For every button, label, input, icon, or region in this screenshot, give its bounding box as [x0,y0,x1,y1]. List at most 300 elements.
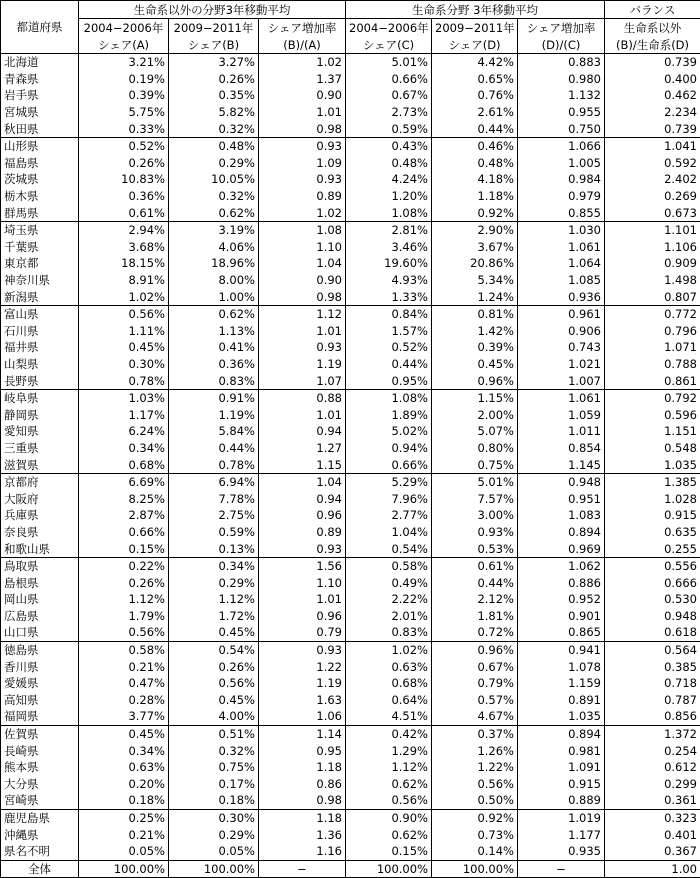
ratio-ba: 1.04 [259,473,346,490]
ratio-ba: 1.56 [259,557,346,574]
ratio-ba: 1.06 [259,708,346,725]
prefecture-name: 愛媛県 [1,675,79,692]
table-row [1,540,700,557]
share-c: 4.24% [346,171,432,188]
prefecture-name: 宮崎県 [1,792,79,809]
share-c: 1.08% [346,389,432,406]
table-body [1,54,700,861]
share-a: 10.83% [79,171,169,188]
share-c: 0.49% [346,574,432,591]
prefecture-name: 富山県 [1,305,79,322]
balance: 0.400 [605,71,700,88]
share-d: 0.96% [432,372,518,389]
share-d: 1.42% [432,323,518,340]
share-b: 0.56% [169,675,259,692]
share-c: 0.56% [346,792,432,809]
share-a: 2.94% [79,221,169,238]
ratio-dc: 0.865 [518,624,605,641]
balance: 0.856 [605,708,700,725]
prefecture-name: 山梨県 [1,356,79,373]
share-a: 0.45% [79,339,169,356]
prefecture-name: 新潟県 [1,288,79,305]
ratio-dc: 1.064 [518,255,605,272]
ratio-ba: 0.93 [259,641,346,658]
prefecture-name: 青森県 [1,71,79,88]
table-row [1,356,700,373]
prefecture-name: 秋田県 [1,120,79,137]
share-d: 0.93% [432,524,518,541]
prefecture-name: 佐賀県 [1,725,79,742]
balance: 2.234 [605,104,700,121]
prefecture-header: 都道府県 [1,1,79,54]
nonlife-group-header: 生命系以外の分野3年移動平均 [79,1,346,19]
ratio-ba: 0.93 [259,540,346,557]
ratio-dc: 0.901 [518,608,605,625]
balance: 2.402 [605,171,700,188]
header-row-groups [1,1,700,19]
ratio-dc: 0.980 [518,71,605,88]
total-balance: 1.00 [605,860,700,878]
share-b: 1.19% [169,406,259,423]
ratio-ba: 1.04 [259,255,346,272]
table-row [1,826,700,843]
balance: 0.323 [605,809,700,826]
share-d: 0.72% [432,624,518,641]
share-c: 2.81% [346,221,432,238]
table-row [1,608,700,625]
share-a: 0.34% [79,742,169,759]
table-row [1,776,700,793]
share-d: 0.76% [432,87,518,104]
share-d: 5.34% [432,272,518,289]
share-d: 0.44% [432,120,518,137]
share-b: 0.32% [169,188,259,205]
share-d: 0.48% [432,155,518,172]
ratio-ba: 0.93 [259,137,346,154]
share-d: 0.56% [432,776,518,793]
share-b: 0.26% [169,658,259,675]
table-row [1,104,700,121]
share-c: 2.01% [346,608,432,625]
share-b: 0.91% [169,389,259,406]
balance: 0.909 [605,255,700,272]
share-b: 0.41% [169,339,259,356]
col-c-header-line2: シェア(C) [346,36,432,54]
ratio-ba: 0.96 [259,608,346,625]
header-row-line1 [1,19,700,37]
share-c: 1.04% [346,524,432,541]
balance: 0.385 [605,658,700,675]
col-ba-header-line2: (B)/(A) [259,36,346,54]
balance: 1.498 [605,272,700,289]
share-c: 0.83% [346,624,432,641]
ratio-dc: 1.059 [518,406,605,423]
share-a: 0.66% [79,524,169,541]
table-row [1,372,700,389]
share-a: 0.26% [79,574,169,591]
total-share-d: 100.00% [432,860,518,878]
share-a: 8.91% [79,272,169,289]
share-a: 0.58% [79,641,169,658]
share-d: 0.57% [432,692,518,709]
share-d: 0.96% [432,641,518,658]
col-d-header-line2: シェア(D) [432,36,518,54]
ratio-dc: 1.083 [518,507,605,524]
balance: 0.948 [605,608,700,625]
prefecture-name: 埼玉県 [1,221,79,238]
balance: 1.028 [605,490,700,507]
prefecture-name: 長崎県 [1,742,79,759]
share-d: 2.61% [432,104,518,121]
prefecture-name: 島根県 [1,574,79,591]
total-ratio-dc: − [518,860,605,878]
table-row [1,239,700,256]
balance: 0.807 [605,288,700,305]
ratio-ba: 0.90 [259,87,346,104]
balance: 0.788 [605,356,700,373]
prefecture-name: 群馬県 [1,204,79,221]
ratio-ba: 1.16 [259,843,346,860]
balance: 1.041 [605,137,700,154]
col-dc-header-line2: (D)/(C) [518,36,605,54]
prefecture-name: 大阪府 [1,490,79,507]
balance: 0.635 [605,524,700,541]
share-d: 0.61% [432,557,518,574]
table-row [1,490,700,507]
ratio-ba: 0.89 [259,188,346,205]
balance: 0.367 [605,843,700,860]
ratio-ba: 1.02 [259,54,346,71]
ratio-dc: 0.743 [518,339,605,356]
table-row [1,524,700,541]
table-row [1,641,700,658]
ratio-ba: 0.88 [259,389,346,406]
balance: 0.530 [605,591,700,608]
ratio-dc: 1.085 [518,272,605,289]
prefecture-name: 県名不明 [1,843,79,860]
ratio-dc: 1.007 [518,372,605,389]
balance: 0.612 [605,759,700,776]
ratio-ba: 1.07 [259,372,346,389]
ratio-ba: 0.86 [259,776,346,793]
share-b: 2.75% [169,507,259,524]
share-a: 0.05% [79,843,169,860]
share-c: 0.44% [346,356,432,373]
share-b: 0.83% [169,372,259,389]
total-label: 全体 [1,860,79,878]
ratio-ba: 1.01 [259,406,346,423]
balance: 0.255 [605,540,700,557]
prefecture-name: 高知県 [1,692,79,709]
share-d: 4.18% [432,171,518,188]
share-c: 5.02% [346,423,432,440]
share-b: 3.19% [169,221,259,238]
share-d: 3.00% [432,507,518,524]
share-d: 0.92% [432,809,518,826]
share-c: 3.46% [346,239,432,256]
share-a: 0.20% [79,776,169,793]
prefecture-name: 茨城県 [1,171,79,188]
share-c: 5.01% [346,54,432,71]
ratio-ba: 0.94 [259,490,346,507]
prefecture-name: 広島県 [1,608,79,625]
share-d: 0.45% [432,356,518,373]
share-c: 0.90% [346,809,432,826]
share-d: 0.73% [432,826,518,843]
ratio-dc: 0.981 [518,742,605,759]
share-a: 0.47% [79,675,169,692]
table-row [1,255,700,272]
ratio-dc: 0.936 [518,288,605,305]
balance: 1.071 [605,339,700,356]
table-row [1,221,700,238]
share-b: 1.12% [169,591,259,608]
ratio-dc: 1.132 [518,87,605,104]
ratio-dc: 0.915 [518,776,605,793]
share-b: 0.36% [169,356,259,373]
share-d: 0.80% [432,440,518,457]
ratio-dc: 0.894 [518,725,605,742]
balance: 1.035 [605,456,700,473]
ratio-dc: 1.030 [518,221,605,238]
ratio-ba: 0.90 [259,272,346,289]
balance: 0.772 [605,305,700,322]
share-c: 2.77% [346,507,432,524]
share-d: 2.90% [432,221,518,238]
ratio-ba: 1.22 [259,658,346,675]
ratio-ba: 1.01 [259,323,346,340]
table-row [1,473,700,490]
table-row [1,692,700,709]
table-row [1,658,700,675]
share-a: 6.69% [79,473,169,490]
prefecture-name: 東京都 [1,255,79,272]
share-a: 1.02% [79,288,169,305]
table-row [1,423,700,440]
share-c: 0.58% [346,557,432,574]
table-row [1,305,700,322]
share-a: 1.11% [79,323,169,340]
share-c: 1.20% [346,188,432,205]
ratio-ba: 0.93 [259,171,346,188]
table-row [1,675,700,692]
share-b: 0.18% [169,792,259,809]
ratio-ba: 0.98 [259,120,346,137]
share-d: 0.37% [432,725,518,742]
share-d: 1.22% [432,759,518,776]
share-a: 3.68% [79,239,169,256]
share-b: 18.96% [169,255,259,272]
life-group-header: 生命系分野 3年移動平均 [346,1,605,19]
table-row [1,137,700,154]
ratio-dc: 1.061 [518,389,605,406]
balance: 1.385 [605,473,700,490]
share-c: 0.64% [346,692,432,709]
ratio-dc: 0.969 [518,540,605,557]
share-b: 0.75% [169,759,259,776]
ratio-dc: 0.941 [518,641,605,658]
balance: 0.299 [605,776,700,793]
ratio-ba: 1.37 [259,71,346,88]
prefecture-name: 栃木県 [1,188,79,205]
share-a: 0.18% [79,792,169,809]
share-a: 0.22% [79,557,169,574]
share-c: 2.73% [346,104,432,121]
ratio-dc: 0.883 [518,54,605,71]
share-c: 1.89% [346,406,432,423]
share-c: 0.68% [346,675,432,692]
share-a: 1.17% [79,406,169,423]
prefecture-name: 福島県 [1,155,79,172]
ratio-ba: 1.18 [259,759,346,776]
balance: 1.151 [605,423,700,440]
share-b: 0.62% [169,305,259,322]
share-c: 0.66% [346,71,432,88]
ratio-dc: 1.011 [518,423,605,440]
ratio-dc: 1.035 [518,708,605,725]
share-b: 0.78% [169,456,259,473]
share-d: 0.44% [432,574,518,591]
table-row [1,742,700,759]
ratio-dc: 0.855 [518,204,605,221]
table-row [1,440,700,457]
prefecture-name: 和歌山県 [1,540,79,557]
prefecture-name: 鳥取県 [1,557,79,574]
col-ba-header-line1: シェア増加率 [259,19,346,37]
share-a: 0.39% [79,87,169,104]
share-c: 0.62% [346,826,432,843]
share-b: 0.30% [169,809,259,826]
col-dc-header-line1: シェア増加率 [518,19,605,37]
share-b: 0.32% [169,742,259,759]
table-row [1,323,700,340]
col-a-header-line2: シェア(A) [79,36,169,54]
balance: 1.101 [605,221,700,238]
share-b: 0.59% [169,524,259,541]
prefecture-name: 京都府 [1,473,79,490]
table-row [1,708,700,725]
share-c: 19.60% [346,255,432,272]
share-c: 0.95% [346,372,432,389]
share-c: 1.02% [346,641,432,658]
share-a: 0.26% [79,155,169,172]
share-d: 2.12% [432,591,518,608]
prefecture-name: 石川県 [1,323,79,340]
prefecture-name: 三重県 [1,440,79,457]
table-row [1,339,700,356]
share-b: 0.45% [169,692,259,709]
ratio-ba: 1.27 [259,440,346,457]
share-a: 0.30% [79,356,169,373]
ratio-dc: 0.886 [518,574,605,591]
table-row [1,272,700,289]
table-row [1,71,700,88]
share-d: 0.53% [432,540,518,557]
prefecture-name: 奈良県 [1,524,79,541]
share-c: 1.33% [346,288,432,305]
share-b: 3.27% [169,54,259,71]
table-row [1,204,700,221]
share-d: 1.18% [432,188,518,205]
prefecture-name: 鹿児島県 [1,809,79,826]
prefecture-name: 滋賀県 [1,456,79,473]
balance: 0.739 [605,54,700,71]
share-b: 0.51% [169,725,259,742]
share-b: 0.48% [169,137,259,154]
share-b: 5.82% [169,104,259,121]
share-d: 7.57% [432,490,518,507]
share-d: 20.86% [432,255,518,272]
col-c-header-line1: 2004−2006年 [346,19,432,37]
share-d: 0.14% [432,843,518,860]
share-a: 0.56% [79,624,169,641]
table-row [1,456,700,473]
total-row [1,860,700,878]
ratio-ba: 1.63 [259,692,346,709]
share-d: 5.07% [432,423,518,440]
share-d: 0.75% [432,456,518,473]
prefecture-name: 岐阜県 [1,389,79,406]
table-row [1,809,700,826]
prefecture-name: 福井県 [1,339,79,356]
ratio-dc: 1.005 [518,155,605,172]
prefecture-name: 千葉県 [1,239,79,256]
share-b: 0.45% [169,624,259,641]
total-share-c: 100.00% [346,860,432,878]
share-a: 0.19% [79,71,169,88]
table-row [1,171,700,188]
share-a: 18.15% [79,255,169,272]
ratio-dc: 1.177 [518,826,605,843]
ratio-ba: 1.10 [259,574,346,591]
share-c: 0.54% [346,540,432,557]
share-d: 0.50% [432,792,518,809]
ratio-dc: 1.062 [518,557,605,574]
share-d: 4.42% [432,54,518,71]
share-a: 0.33% [79,120,169,137]
balance: 0.739 [605,120,700,137]
share-d: 1.81% [432,608,518,625]
ratio-dc: 0.961 [518,305,605,322]
ratio-ba: 1.15 [259,456,346,473]
share-d: 1.24% [432,288,518,305]
table-row [1,155,700,172]
share-d: 0.92% [432,204,518,221]
table-row [1,188,700,205]
balance: 0.462 [605,87,700,104]
prefecture-name: 北海道 [1,54,79,71]
ratio-dc: 0.948 [518,473,605,490]
share-c: 1.12% [346,759,432,776]
share-c: 0.62% [346,776,432,793]
share-b: 0.54% [169,641,259,658]
share-b: 0.44% [169,440,259,457]
table-row [1,406,700,423]
share-c: 0.52% [346,339,432,356]
share-c: 0.63% [346,658,432,675]
share-c: 0.59% [346,120,432,137]
ratio-ba: 0.89 [259,524,346,541]
ratio-ba: 1.10 [259,239,346,256]
prefecture-name: 長野県 [1,372,79,389]
share-a: 8.25% [79,490,169,507]
share-b: 0.29% [169,155,259,172]
prefecture-name: 熊本県 [1,759,79,776]
share-b: 0.17% [169,776,259,793]
prefecture-name: 山口県 [1,624,79,641]
prefecture-name: 福岡県 [1,708,79,725]
ratio-ba: 1.19 [259,356,346,373]
